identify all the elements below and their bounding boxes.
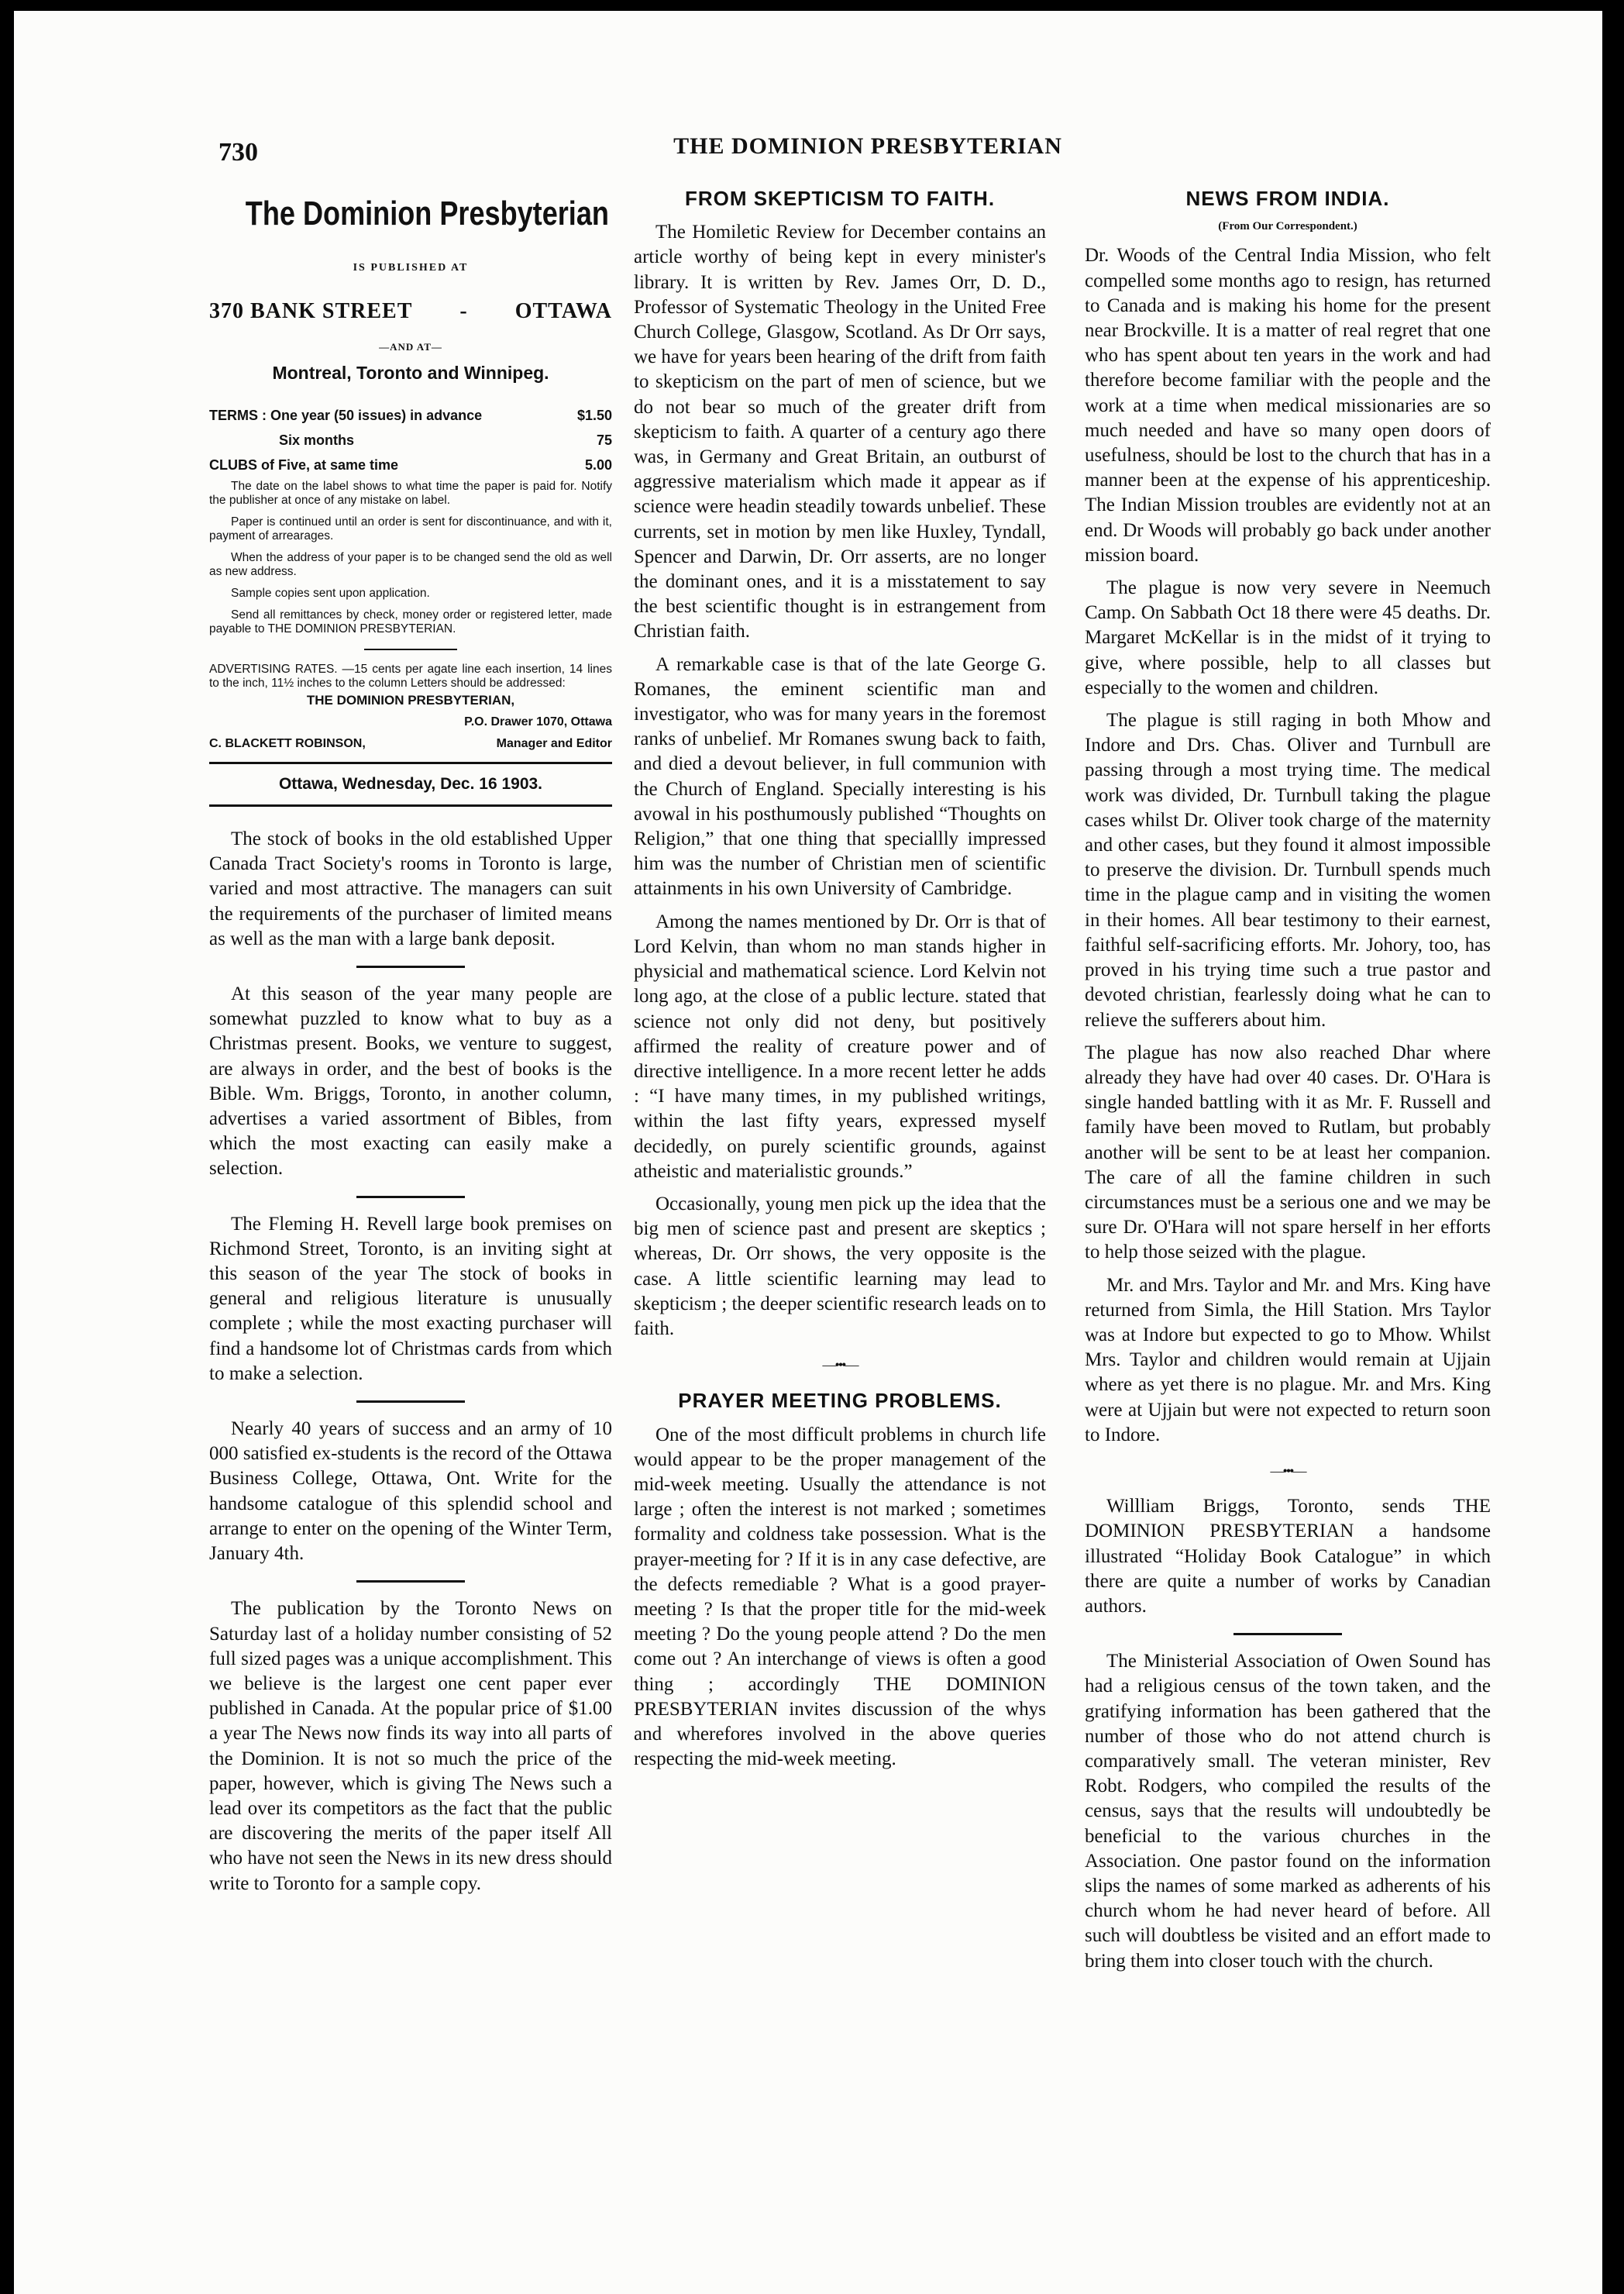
terms-note: The date on the label shows to what time the paper is paid for. Notify the publisher at once of any mistake on label.: [209, 479, 612, 507]
terms-label: TERMS : One year (50 issues) in advance: [209, 407, 483, 423]
scan-border-right: [1602, 0, 1624, 2294]
scan-border-top: [0, 0, 1624, 11]
terms-row: [209, 405, 612, 425]
subscription-terms: [209, 405, 612, 636]
article-headline: NEWS FROM INDIA.: [1185, 187, 1390, 210]
address-city: OTTAWA: [514, 299, 612, 324]
news-item: Willliam Briggs, Toronto, sends THE DOMINION PRESBYTERIAN a handsome illustrated “Holiday Book Catalogue” in which there are quite a number of works by Canadian authors.: [1085, 1496, 1491, 1617]
article-paragraph: Mr. and Mrs. Taylor and Mr. and Mrs. King have returned from Simla, the Hill Station. Mrs Taylor was at Indore but expected to go to Mhow. Whilst Mrs. Taylor and children would remain at Ujjain where as yet there is no plague. Mr. and Mrs. King were at Ujjain but were not expected to return soon to Indore.: [1085, 1274, 1491, 1445]
divider: [356, 966, 465, 968]
article-paragraph: The plague has now also reached Dhar where already they have had over 40 cases. Dr. O'Hara is single handed battling with it as Mr. F. Russell and family have been moved to Rutlam, but probably another will be sent to be at least her companion. The care of all the famine children in such circumstances must be a serious one and we may be sure Dr. O'Hara will not spare herself in her efforts to help those seized with the plague.: [1085, 1042, 1491, 1263]
dateline: Ottawa, Wednesday, Dec. 16 1903.: [209, 762, 612, 807]
ornament-divider: —•••—: [822, 1357, 858, 1373]
terms-note: Sample copies sent upon application.: [231, 586, 430, 600]
article-paragraph: A remarkable case is that of the late George G. Romanes, the eminent scientific man and investigator, who was for many years in the foremost ranks of unbelief. Mr Romanes swung back to faith, and died a devout believer, in full communion with the Church of England. Specially interesting is his avowal in his posthumously published “Thoughts on Religion,” that one thing that speciallly impressed him was the number of Christian men of scientific attainments in his own University of Cambridge.: [634, 653, 1046, 900]
address-street: 370 BANK STREET: [209, 299, 413, 324]
advertising-address: THE DOMINION PRESBYTERIAN,: [306, 692, 515, 708]
terms-value: 5.00: [584, 456, 612, 473]
article-paragraph: One of the most difficult problems in church life would appear to be the proper management of the mid-week meeting. Usually the attendance is not large ; often the interest is not marked ; sometimes formality and coldness take possession. What is the prayer-meeting for ? If it is in any case defective, are the defects remediable ? What is a good prayer-meeting ? Is that the proper title for the mid-week meeting ? Do the young people attend ? Do the men come out ? An interchange of views is often a good thing ; accordingly THE DOMINION PRESBYTERIAN invites discussion of the whys and wherefores involved in the above queries respecting the mid-week meeting.: [634, 1424, 1046, 1770]
editor-line: [209, 737, 612, 751]
divider: [356, 1580, 465, 1583]
terms-note: Paper is continued until an order is sent for discontinuance, and with it, payment of arrearages.: [209, 515, 612, 542]
masthead-title: The Dominion Presbyterian: [245, 195, 609, 232]
divider: [356, 1196, 465, 1198]
column-2: [634, 178, 1046, 1779]
terms-note: When the address of your paper is to be changed send the old as well as new address.: [209, 550, 612, 578]
news-item: The publication by the Toronto News on Saturday last of a holiday number consisting of 52 full sized pages was a unique accomplishment. This we believe is the largest one cent paper ever published in Canada. At the popular price of $1.00 a year The News now finds its way into all parts of the Dominion. It is not so much the price of the paper, however, which is giving The News such a lead over its competitors as the fact that the public are discovering the merits of the paper itself All who have not seen the News in its new dress should write to Toronto for a sample copy.: [209, 1598, 612, 1894]
terms-value: $1.50: [576, 407, 612, 423]
news-item: The Fleming H. Revell large book premises on Richmond Street, Toronto, is an inviting sight at this season of the year The stock of books in general and religious literature is unusually complete ; while the most exacting purchaser will find a handsome lot of Christmas cards from which to make a selection.: [209, 1213, 612, 1384]
terms-row: [209, 430, 612, 450]
terms-value: 75: [596, 432, 612, 448]
ornament-divider: —•••—: [1270, 1462, 1306, 1479]
article-paragraph: Dr. Woods of the Central India Mission, who felt compelled some months ago to resign, has returned to Canada and is making his home for the present near Brockville. It is a matter of real regret that one who has spent about ten years in the work and had therefore become familiar with the people and the work at a time when medical missionaries are so much needed and have so many open doors of usefulness, should be lost to the church that has in a manner been at the expense of his apprenticeship. The Indian Mission troubles are evidently not at an end. Dr Woods will probably go back under another mission board.: [1085, 245, 1491, 566]
news-item: The stock of books in the old established Upper Canada Tract Society's rooms in Toronto is large, varied and most attractive. The managers can suit the requirements of the purchaser of limited means as well as the man with a large bank deposit.: [209, 828, 612, 949]
divider: [1233, 1633, 1342, 1635]
editor-name: C. BLACKETT ROBINSON,: [209, 736, 366, 750]
editor-title: Manager and Editor: [496, 736, 612, 750]
terms-label: CLUBS of Five, at same time: [209, 456, 399, 473]
masthead-address: [209, 299, 612, 324]
masthead-cities: Montreal, Toronto and Winnipeg.: [272, 362, 549, 383]
running-head: THE DOMINION PRESBYTERIAN: [673, 133, 1062, 159]
article-subhead: (From Our Correspondent.): [1218, 220, 1357, 233]
terms-note: Send all remittances by check, money order or registered letter, made payable to THE DOMINION PRESBYTERIAN.: [209, 608, 612, 636]
news-item: The Ministerial Association of Owen Sound has had a religious census of the town taken, and the gratifying information has been gathered that the number of those who do not attend church is comparatively small. The veteran minister, Rev Robt. Rodgers, who compiled the results of the census, says that the results will undoubtedly be beneficial to the various churches in the Association. One pastor found on the information slips the names of some marked as adherents of his church whom he had never heard of before. All such will doubtless be visited and an effort made to bring them into closer touch with the church.: [1085, 1651, 1491, 1972]
article-paragraph: The plague is now very severe in Neemuch Camp. On Sabbath Oct 18 there were 45 deaths. Dr. Margaret McKellar is in the midst of it trying to give, where possible, help to all classes but especially to the women and children.: [1085, 577, 1491, 698]
divider: [356, 1400, 465, 1403]
divider: [364, 649, 457, 650]
advertising-text: ADVERTISING RATES. —15 cents per agate line each insertion, 14 lines to the inch, 11½ inches to the column Letters should be addressed:: [209, 662, 612, 690]
address-dash: -: [459, 299, 468, 324]
article-paragraph: The plague is still raging in both Mhow and Indore and Drs. Chas. Oliver and Turnbull are passing through a most trying time. The medical work was divided, Dr. Turnbull taking the plague cases whilst Dr. Oliver took charge of the maternity and other cases, but they found it almost impossible to preserve the division. Dr. Turnbull spends much time in the plague camp and in visiting the women in their homes. All bear testimony to their earnest, faithful self-sacrificing efforts. Mr. Johory, too, has proved in his trying time such a true pastor and devoted christian, fearlessly doing what he can to relieve the sufferers about him.: [1085, 710, 1491, 1031]
article-paragraph: Occasionally, young men pick up the idea that the big men of science past and present are skeptics ; whereas, Dr. Orr shows, the very opposite is the case. A little scientific learning may lead to skepticism ; the deeper scientific research leads on to faith.: [634, 1193, 1046, 1339]
terms-label: Six months: [279, 432, 355, 448]
masthead-published-at: IS PUBLISHED AT: [353, 262, 469, 274]
column-1: [209, 178, 612, 1904]
scan-border-left: [0, 0, 14, 2294]
advertising-po-box: P.O. Drawer 1070, Ottawa: [464, 715, 612, 728]
news-item: Nearly 40 years of success and an army of 10 000 satisfied ex-students is the record of the Ottawa Business College, Ottawa, Ont. Write for the handsome catalogue of this splendid school and arrange to enter on the opening of the Winter Term, January 4th.: [209, 1418, 612, 1565]
page-number: 730: [218, 138, 258, 167]
terms-row: [209, 455, 612, 475]
article-paragraph: Among the names mentioned by Dr. Orr is that of Lord Kelvin, than whom no man stands higher in physicial and mathematical science. Lord Kelvin not long ago, at the close of a public lecture. stated that science not only did not deny, but positively affirmed the reality of creature power and of directive intelligence. In a more recent letter he adds : “I have many times, in my published writings, within the last fifty years, expressed myself decidedly, on purely scientific grounds, against atheistic and materialistic grounds.”: [634, 911, 1046, 1182]
article-paragraph: The Homiletic Review for December contains an article worthy of being kept in every minister's library. It is written by Rev. James Orr, D. D., Professor of Systematic Theology in the United Free Church College, Glasgow, Scotland. As Dr Orr says, we have for years been hearing of the drift from faith to skepticism on the part of men of science, but we do not bear so much of the greater drift from skepticism to faith. A quarter of a century ago there was, in Germany and Great Britain, an outburst of aggressive materialism which made it appear as if science were headin steadily towards unbelief. These currents, set in motion by men like Huxley, Tyndall, Spencer and Darwin, Dr. Orr asserts, are no longer the dominant ones, and it is a misstatement to say the best scientific thought is in estrangement from Christian faith.: [634, 222, 1046, 642]
article-headline: PRAYER MEETING PROBLEMS.: [678, 1389, 1002, 1413]
column-3: [1085, 178, 1491, 1982]
masthead-and-at: —AND AT—: [379, 341, 442, 353]
article-headline: FROM SKEPTICISM TO FAITH.: [684, 187, 996, 210]
news-item: At this season of the year many people are somewhat puzzled to know what to buy as a Christmas present. Books, we venture to suggest, are always in order, and the best of books is the Bible. Wm. Briggs, Toronto, in another column, advertises a varied assortment of Bibles, from which the most exacting can easily make a selection.: [209, 983, 612, 1180]
advertising-rates: [209, 663, 612, 751]
